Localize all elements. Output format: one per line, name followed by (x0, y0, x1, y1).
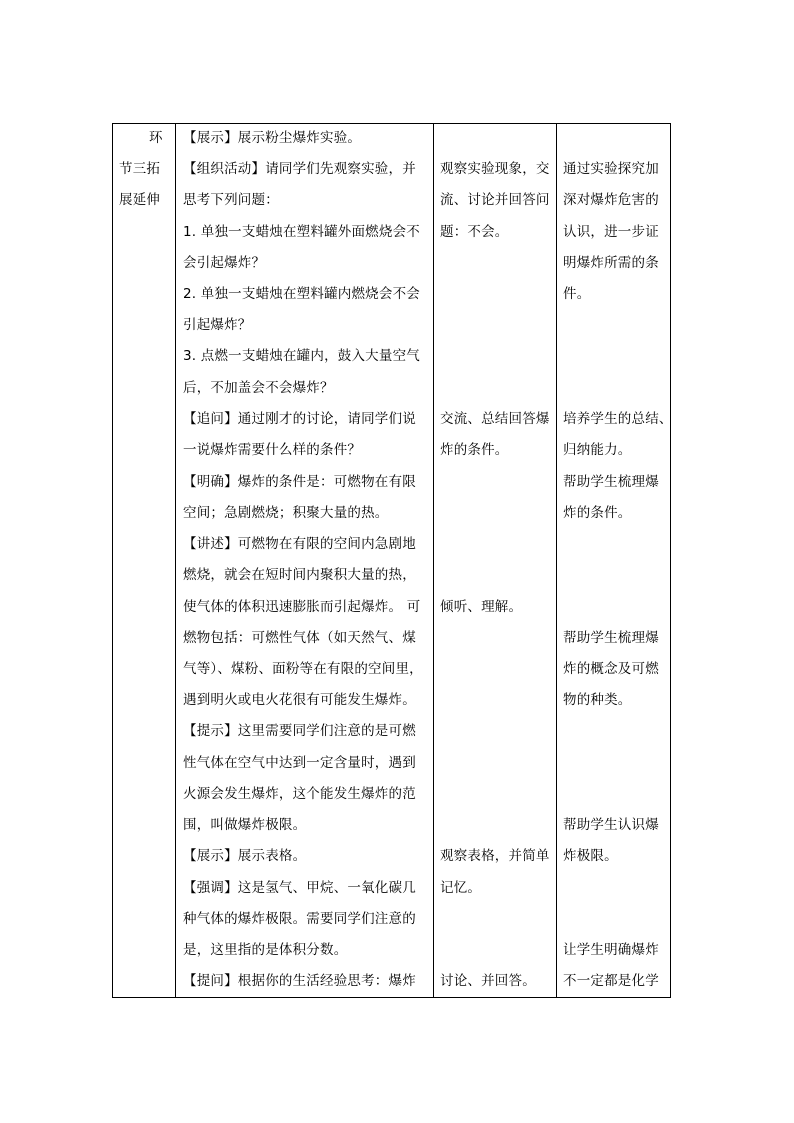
teacher-line: 【提示】这里需要同学们注意的是可燃 (183, 723, 416, 739)
stage-cell (113, 124, 175, 997)
teacher-line: 空间；急剧燃烧；积聚大量的热。 (183, 505, 389, 521)
intent-line: 让学生明确爆炸 (563, 942, 659, 958)
teacher-line: 一说爆炸需要什么样的条件？ (183, 442, 362, 458)
intent-line: 深对爆炸危害的 (563, 192, 659, 208)
design-intent-cell (557, 124, 671, 997)
intent-line: 帮助学生梳理爆 (563, 474, 659, 490)
student-line: 观察表格，并简单 (440, 848, 550, 864)
lesson-table (112, 123, 671, 998)
student-line: 炸的条件。 (440, 442, 509, 458)
intent-line: 帮助学生认识爆 (563, 817, 659, 833)
intent-line: 帮助学生梳理爆 (563, 630, 659, 646)
intent-line: 炸的条件。 (563, 505, 632, 521)
teacher-line: 性气体在空气中达到一定含量时，遇到 (183, 755, 416, 771)
teacher-line: 1. 单独一支蜡烛在塑料罐外面燃烧会不 (183, 224, 420, 240)
teacher-line: 气等）、煤粉、面粉等在有限的空间里， (183, 661, 423, 677)
student-line: 讨论、并回答。 (440, 973, 536, 989)
teacher-line: 是，这里指的是体积分数。 (183, 942, 348, 958)
teacher-line: 种气体的爆炸极限。需要同学们注意的 (183, 911, 416, 927)
teacher-activity-cell (176, 124, 433, 997)
student-line: 交流、总结回答爆 (440, 411, 550, 427)
teacher-line: 【强调】这是氢气、甲烷、一氧化碳几 (183, 880, 416, 896)
stage-line: 展延伸 (119, 192, 161, 208)
teacher-line: 【讲述】可燃物在有限的空间内急剧地 (183, 536, 416, 552)
teacher-line: 后，不加盖会不会爆炸？ (183, 380, 334, 396)
teacher-line: 围，叫做爆炸极限。 (183, 817, 307, 833)
intent-line: 明爆炸所需的条 (563, 255, 659, 271)
teacher-line: 2. 单独一支蜡烛在塑料罐内燃烧会不会 (183, 286, 420, 302)
teacher-line: 会引起爆炸？ (183, 255, 266, 271)
student-line: 记忆。 (440, 880, 482, 896)
student-line: 倾听、理解。 (440, 599, 523, 615)
intent-line: 炸的概念及可燃 (563, 661, 659, 677)
intent-line: 归纳能力。 (563, 442, 632, 458)
teacher-line: 遇到明火或电火花很有可能发生爆炸。 (183, 692, 416, 708)
teacher-line: 【组织活动】请同学们先观察实验，并 (183, 161, 416, 177)
stage-line: 节三拓 (119, 161, 161, 177)
intent-line: 通过实验探究加 (563, 161, 659, 177)
teacher-line: 使气体的体积迅速膨胀而引起爆炸。 可 (183, 599, 421, 615)
intent-line: 物的种类。 (563, 692, 632, 708)
teacher-line: 【追问】通过刚才的讨论，请同学们说 (183, 411, 416, 427)
stage-line: 环 (149, 130, 163, 146)
teacher-line: 燃物包括：可燃性气体（如天然气、煤 (183, 630, 416, 646)
intent-line: 培养学生的总结、 (563, 411, 673, 427)
teacher-line: 【明确】爆炸的条件是：可燃物在有限 (183, 474, 416, 490)
student-line: 题：不会。 (440, 224, 509, 240)
intent-line: 不一定都是化学 (563, 973, 659, 989)
intent-line: 炸极限。 (563, 848, 618, 864)
intent-line: 件。 (563, 286, 591, 302)
student-activity-cell (434, 124, 556, 997)
teacher-line: 燃烧，就会在短时间内聚积大量的热， (183, 567, 416, 583)
teacher-line: 火源会发生爆炸，这个能发生爆炸的范 (183, 786, 416, 802)
intent-line: 认识，进一步证 (563, 224, 659, 240)
student-line: 流、讨论并回答问 (440, 192, 550, 208)
teacher-line: 思考下列问题： (183, 192, 279, 208)
teacher-line: 【展示】展示表格。 (183, 848, 307, 864)
student-line: 观察实验现象，交 (440, 161, 550, 177)
teacher-line: 引起爆炸？ (183, 317, 252, 333)
teacher-line: 【展示】展示粉尘爆炸实验。 (183, 130, 362, 146)
teacher-line: 【提问】根据你的生活经验思考：爆炸 (183, 973, 416, 989)
teacher-line: 3. 点燃一支蜡烛在罐内，鼓入大量空气 (183, 348, 420, 364)
